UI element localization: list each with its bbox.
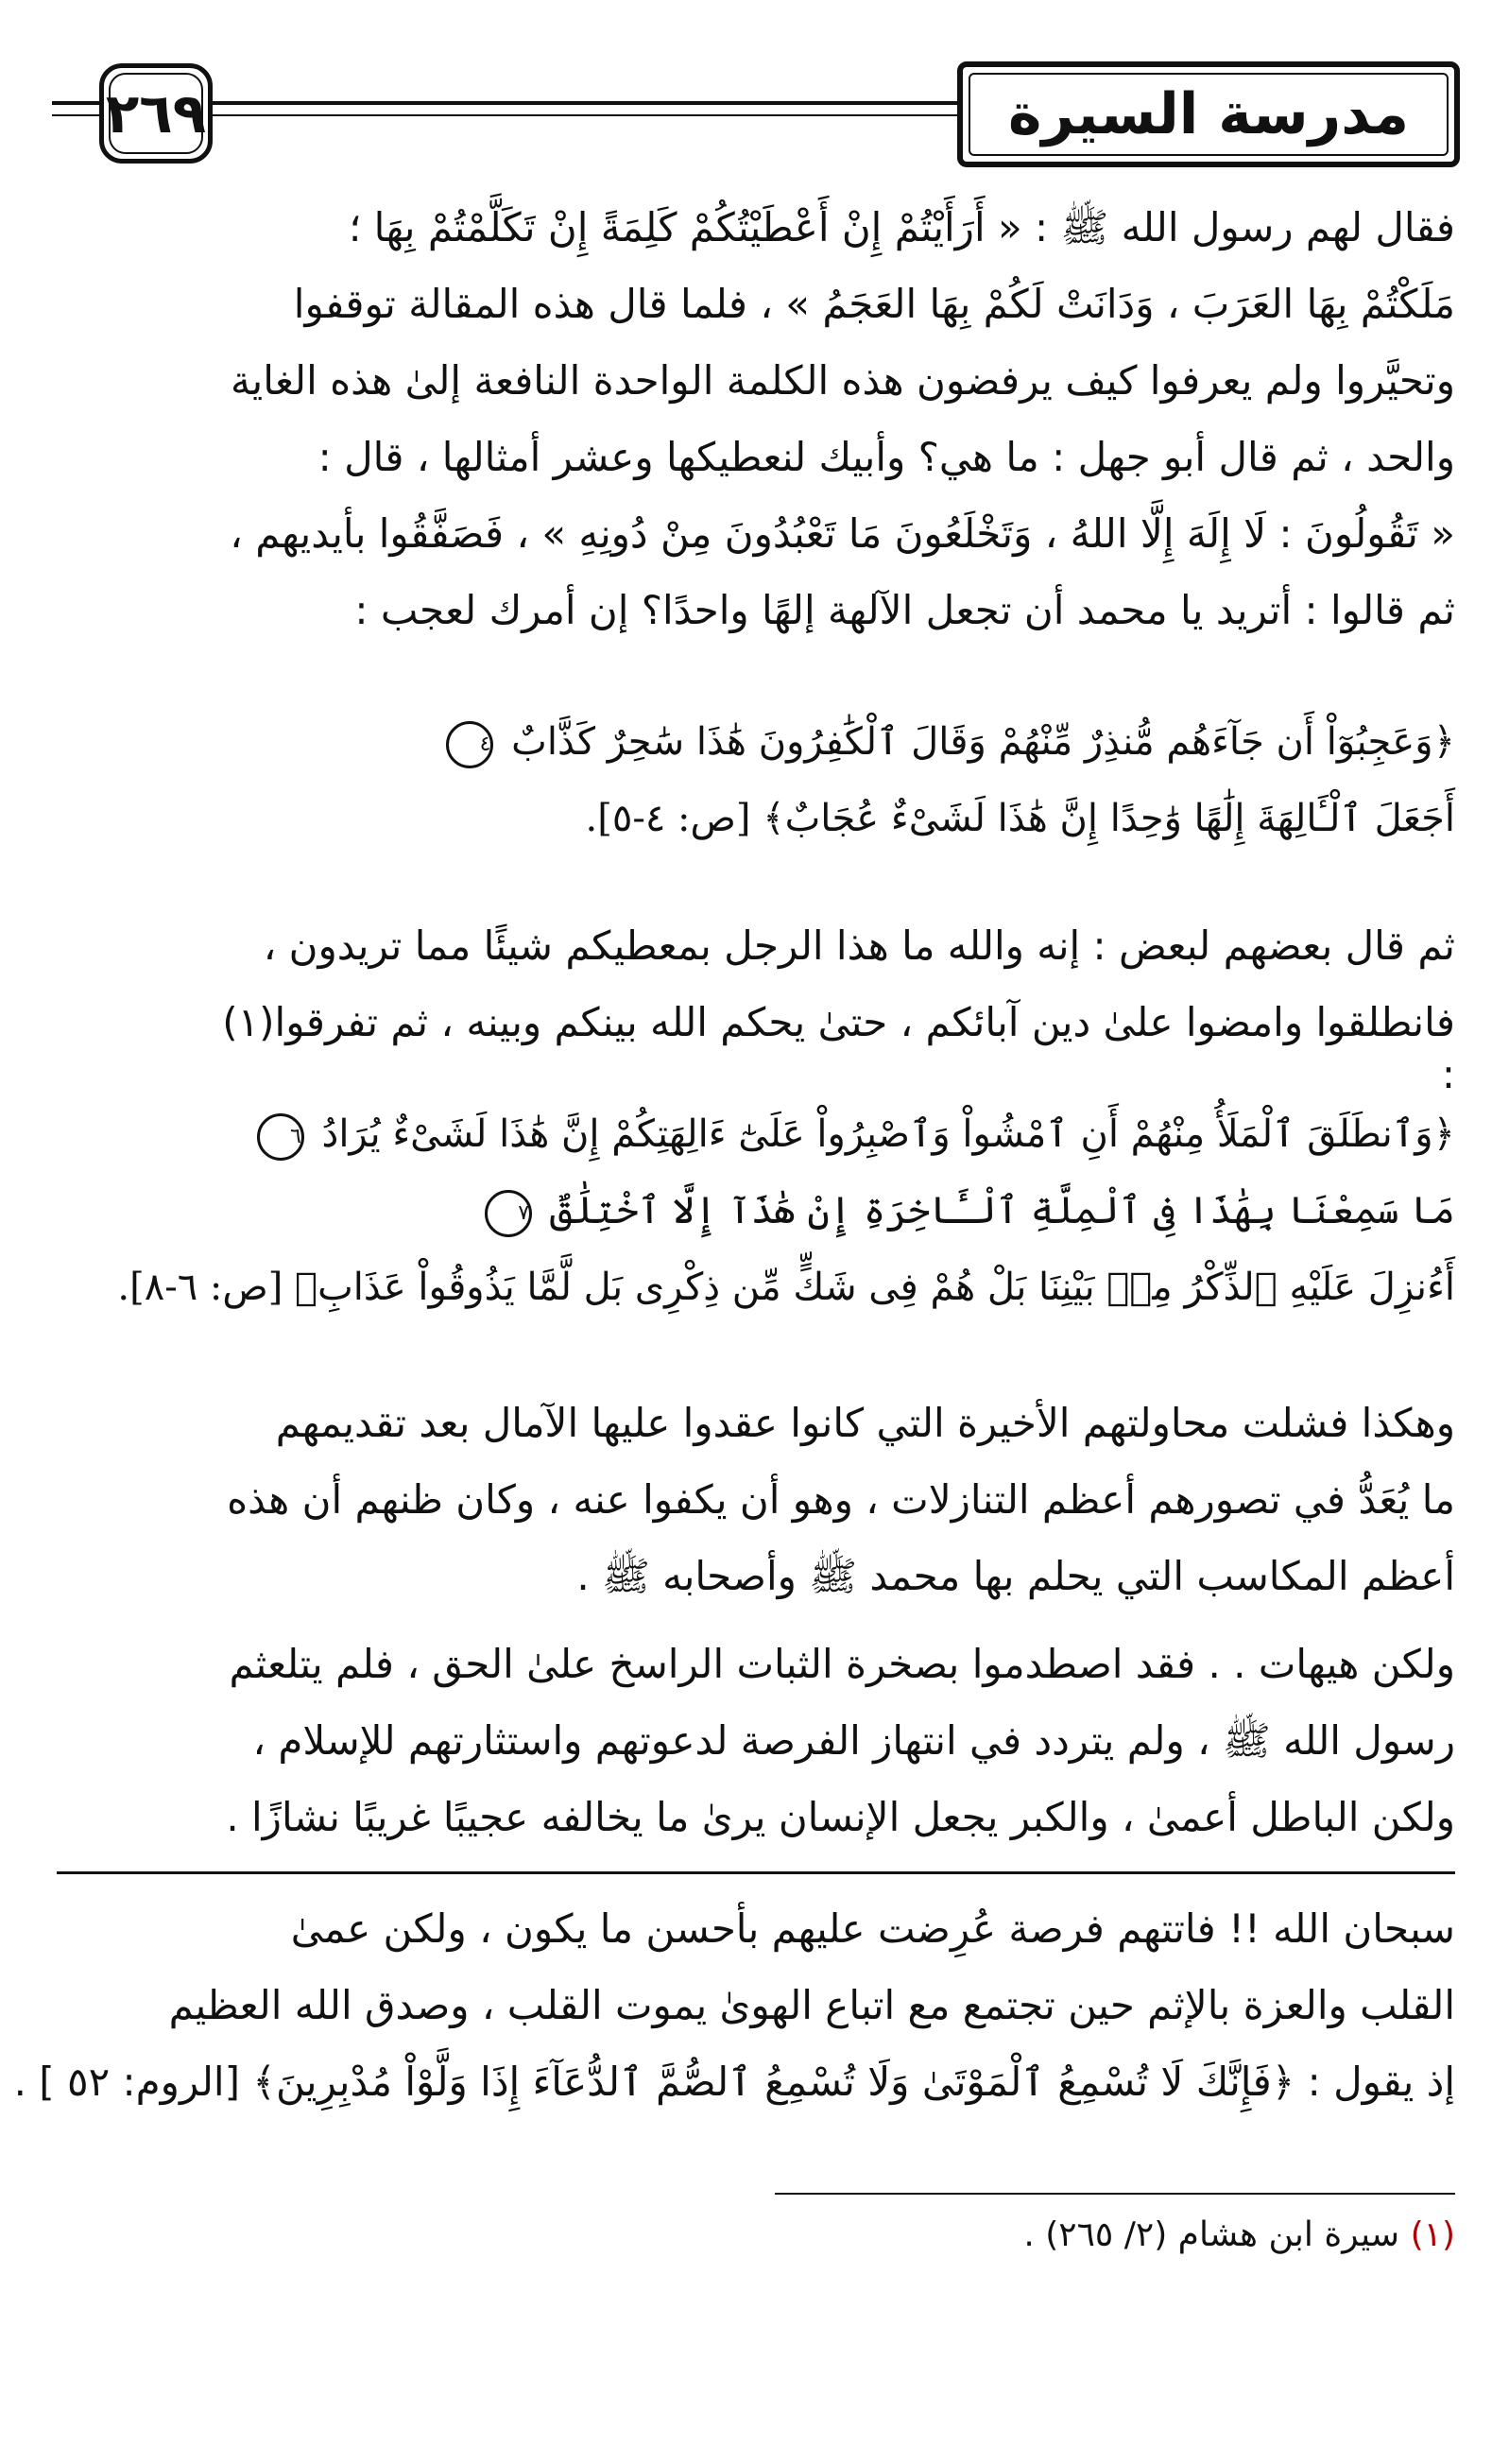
page-number-frame [99, 63, 213, 164]
book-title-frame [957, 61, 1460, 167]
text-line: القلب والعزة بالإثم حين تجتمع مع اتباع الهوىٰ يموت القلب ، وصدق الله العظيم [168, 1982, 1455, 2028]
text-line: « تَقُولُونَ : لَا إِلَهَ إِلَّا اللهُ ، وَتَخْلَعُونَ مَا تَعْبُدُونَ مِنْ دُونِهِ » ، فَصَفَّقُوا بأيديهم ، [230, 510, 1455, 557]
text-line: ثم قالوا : أتريد يا محمد أن تجعل الآلهة إلهًا واحدًا؟ إن أمرك لعجب : [354, 587, 1455, 633]
text-line: سبحان الله !! فاتتهم فرصة عُرِضت عليهم بأحسن ما يكون ، ولكن عمىٰ [290, 1905, 1455, 1952]
paragraph-4 [57, 1626, 1455, 1855]
text-line: ولكن هيهات . . فقد اصطدموا بصخرة الثبات الراسخ علىٰ الحق ، فلم يتلعثم [229, 1641, 1455, 1687]
text-line: وتحيَّروا ولم يعرفوا كيف يرفضون هذه الكلمة الواحدة النافعة إلىٰ هذه الغاية [231, 357, 1455, 404]
footnote [57, 2212, 1455, 2259]
text-line: : [1441, 1051, 1455, 1097]
text-line: ما يُعَدُّ في تصورهم أعظم التنازلات ، وهو أن يكفوا عنه ، وكان ظنهم أن هذه [227, 1476, 1455, 1523]
verse-line [57, 1096, 1455, 1173]
verse-line [57, 1173, 1455, 1249]
text-line: ولكن الباطل أعمىٰ ، والكبر يجعل الإنسان يرىٰ ما يخالفه عجيبًا غريبًا نشازًا . [226, 1794, 1455, 1840]
footnote-divider [775, 2193, 1455, 2195]
section-divider [57, 1871, 1455, 1874]
footnote-text: سيرة ابن هشام (٢/ ٢٦٥) . [1023, 2215, 1400, 2254]
header-rule [194, 101, 978, 105]
text-line: إذ يقول : ﴿فَإِنَّكَ لَا تُسْمِعُ ٱلْمَوْتَىٰ وَلَا تُسْمِعُ ٱلصُّمَّ ٱلدُّعَآءَ إِذَا وَلَّوْاْ مُدْبِرِينَ﴾ [الروم: ٥٢ ] . [13, 2059, 1455, 2105]
text-line: فانطلقوا وامضوا علىٰ دين آبائكم ، حتىٰ يحكم الله بينكم وبينه ، ثم تفرقوا(١) [222, 999, 1455, 1045]
text-line: مَلَكْتُمْ بِهَا العَرَبَ ، وَدَانَتْ لَكُمْ بِهَا العَجَمُ » ، فلما قال هذه المقالة توقفوا [293, 281, 1455, 327]
text-line: والحد ، ثم قال أبو جهل : ما هي؟ وأبيك لنعطيكها وعشر أمثالها ، قال : [317, 434, 1455, 480]
ayah-number-marker: ٤ [446, 721, 493, 768]
quran-verse-block-1 [57, 704, 1455, 857]
paragraph-1 [57, 189, 1455, 648]
text-line: فقال لهم رسول الله ﷺ : « أَرَأَيْتُمْ إِنْ أَعْطَيْتُكُمْ كَلِمَةً إِنْ تَكَلَّمْتُمْ بِهَا ؛ [348, 204, 1455, 250]
verse-text: ﴿وَعَجِبُوٓاْ أَن جَآءَهُم مُّنذِرٌ مِّنْهُمْ وَقَالَ ٱلْكَٰفِرُونَ هَٰذَا سَٰحِرٌ كَذَّابٌ [511, 720, 1455, 764]
verse-line [57, 704, 1455, 781]
ayah-number-marker: ٦ [257, 1113, 304, 1161]
paragraph-2 [57, 907, 1455, 1097]
text-line: ثم قال بعضهم لبعض : إنه والله ما هذا الرجل بمعطيكم شيئًا مما تريدون ، [263, 922, 1455, 969]
paragraph-5 [13, 1890, 1455, 2120]
footnote-marker: (١) [1410, 2215, 1455, 2254]
verse-text: مَا سَمِعْنَا بِهَٰذَا فِى ٱلْمِلَّةِ ٱلْـَٔاخِرَةِ إِنْ هَٰذَآ إِلَّا ٱخْتِلَٰقٌ [549, 1189, 1455, 1232]
text-line: وهكذا فشلت محاولتهم الأخيرة التي كانوا عقدوا عليها الآمال بعد تقديمهم [275, 1400, 1455, 1446]
quran-verse-block-2 [57, 1096, 1455, 1326]
ayah-number-marker: ٧ [485, 1190, 532, 1237]
text-line: أعظم المكاسب التي يحلم بها محمد ﷺ وأصحابه ﷺ . [576, 1553, 1455, 1599]
paragraph-3 [57, 1385, 1455, 1614]
book-title: مدرسة السيرة [1007, 81, 1409, 147]
verse-line: أَءُنزِلَ عَلَيْهِ ٱلذِّكْرُ مِنۢ بَيْنِنَا بَلْ هُمْ فِى شَكٍّ مِّن ذِكْرِى بَل لَّمَّا يَذُوقُواْ عَذَابِ﴾ [ص: ٦-٨]. [117, 1266, 1455, 1309]
page-header [52, 52, 1460, 165]
verse-text: ﴿وَٱنطَلَقَ ٱلْمَلَأُ مِنْهُمْ أَنِ ٱمْشُواْ وَٱصْبِرُواْ عَلَىٰٓ ءَالِهَتِكُمْ إِنَّ هَٰذَا لَشَىْءٌ يُرَادُ [321, 1112, 1455, 1156]
verse-line: أَجَعَلَ ٱلْـَٔالِهَةَ إِلَٰهًا وَٰحِدًا إِنَّ هَٰذَا لَشَىْءٌ عُجَابٌ﴾ [ص: ٤-٥]. [585, 797, 1455, 840]
text-line: رسول الله ﷺ ، ولم يتردد في انتهاز الفرصة لدعوتهم واستثارتهم للإسلام ، [252, 1717, 1455, 1764]
page-number: ٢٦٩ [105, 81, 207, 146]
header-rule [194, 114, 978, 116]
